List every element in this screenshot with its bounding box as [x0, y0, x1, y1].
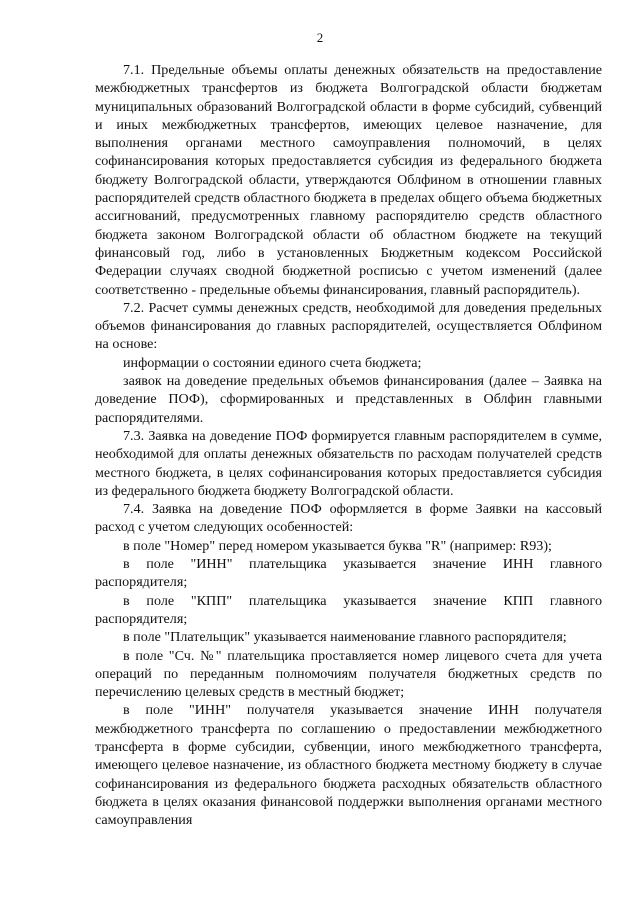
page-number: 2 — [316, 30, 324, 45]
document-body — [95, 61, 602, 829]
paragraph-field-payer-inn: в поле "ИНН" плательщика указывается значение ИНН главного распорядителя; — [95, 556, 602, 591]
paragraph-basis-requests: заявок на доведение предельных объемов финансирования (далее – Заявка на доведение ПОФ), сформированных и представленных в Облфин главными распорядителями. — [95, 373, 602, 426]
paragraph-7-1: 7.1. Предельные объемы оплаты денежных обязательств на предоставление межбюджетных трансфертов из бюджета Волгоградской области бюджетам муниципальных образований Волгоградской области в форме субсидий, субвенций и иных межбюджетных трансфертов, имеющих целевое назначение, для выполнения органами местного самоуправления полномочий, в целях софинансирования которых предоставляется субсидия из федерального бюджета бюджету Волгоградской области, утверждаются Облфином в отношении главных распорядителей средств областного бюджета в пределах общего объема бюджетных ассигнований, предусмотренных главному распорядителю средств областного бюджета законом Волгоградской области об областном бюджете на текущий финансовый год, либо в установленных Бюджетным кодексом Российской Федерации случаях сводной бюджетной росписью с учетом изменений (далее соответственно - предельные объемы финансирования, главный распорядитель). — [95, 62, 602, 298]
paragraph-field-recipient-inn: в поле "ИНН" получателя указывается значение ИНН получателя межбюджетного трансферта по соглашению о предоставлении межбюджетного трансферта в форме субсидии, субвенции, иного межбюджетного трансферта, имеющего целевое назначение, из областного бюджета местному бюджету в случае софинансирования из федерального бюджета расходных обязательств областного бюджета в целях оказания финансовой поддержки выполнения органами местного самоуправления — [95, 702, 602, 829]
paragraph-field-number: в поле "Номер" перед номером указывается буква "R" (например: R93); — [123, 537, 552, 554]
paragraph-7-3: 7.3. Заявка на доведение ПОФ формируется главным распорядителем в сумме, необходимой для оплаты денежных обязательств по расходам получателей средств местного бюджета, в целях софинансирования которых предоставляется субсидия из федерального бюджета бюджету Волгоградской области. — [95, 427, 602, 499]
paragraph-field-payer: в поле "Плательщик" указывается наименование главного распорядителя; — [123, 629, 567, 646]
paragraph-field-payer-kpp: в поле "КПП" плательщика указывается значение КПП главного распорядителя; — [95, 592, 602, 627]
paragraph-7-2: 7.2. Расчет суммы денежных средств, необходимой для доведения предельных объемов финансирования до главных распорядителей, осуществляется Облфином на основе: — [95, 299, 602, 353]
paragraph-field-account: в поле "Сч. №" плательщика проставляется номер лицевого счета для учета операций по переданным полномочиям получателя бюджетных средств по перечислению целевых средств в местный бюджет; — [95, 647, 602, 701]
paragraph-basis-account-info: информации о состоянии единого счета бюджета; — [123, 354, 422, 371]
paragraph-7-4: 7.4. Заявка на доведение ПОФ оформляется в форме Заявки на кассовый расход с учетом следующих особенностей: — [95, 501, 602, 536]
